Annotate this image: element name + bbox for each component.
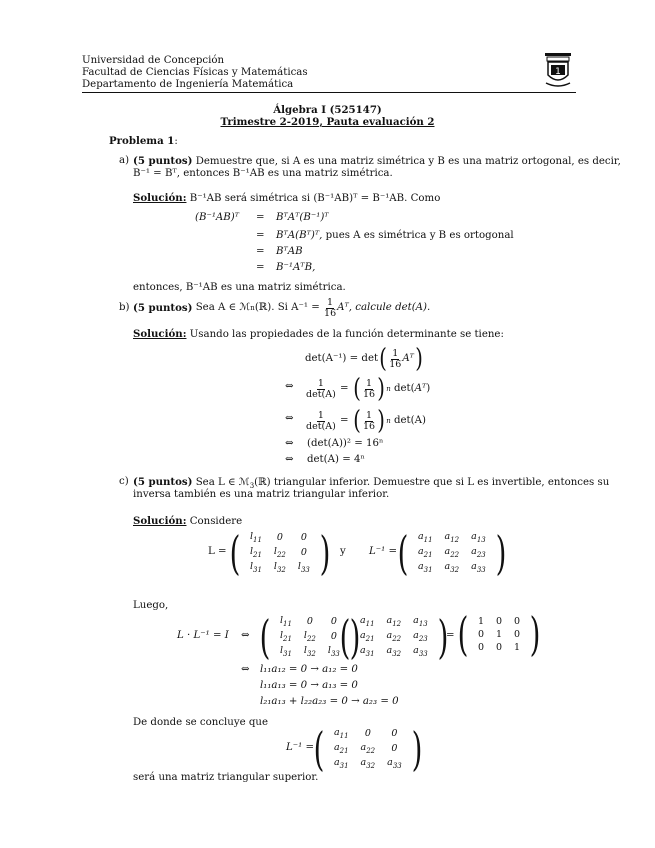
matrix-cell: 0	[306, 616, 313, 627]
matrix-cell: $l_{32}$	[273, 561, 286, 574]
matrix-cell: $a_{32}$	[386, 645, 402, 658]
matrix-cell: 0	[300, 547, 307, 558]
iff-symbol: ⇔	[285, 413, 294, 424]
matrix-cell: $l_{31}$	[279, 645, 292, 658]
part-a-statement-2: B⁻¹ = Bᵀ, entonces B⁻¹AB es una matriz simétrica.	[133, 168, 393, 179]
matrix-cell: $l_{32}$	[303, 645, 316, 658]
part-c-statement-2: inversa también es una matriz triangular inferior.	[133, 489, 390, 500]
equation-1: l₁₁a₁₂ = 0 → a₁₂ = 0	[260, 664, 358, 675]
matrix-cell: 0	[300, 532, 307, 543]
matrix-cell: $a_{23}$	[471, 546, 486, 559]
eq-sign: =	[256, 246, 265, 257]
Linv-equals: L⁻¹ =	[369, 546, 398, 557]
matrix-cell: 0	[330, 631, 337, 642]
and-word: y	[340, 546, 346, 557]
part-c-solution-intro: Solución: Considere	[133, 515, 243, 527]
matrix-cell: $l_{21}$	[279, 630, 292, 643]
matrix-cell: $l_{33}$	[327, 645, 340, 658]
matrix-cell: 1	[514, 641, 521, 653]
matrix-cell: $l_{22}$	[273, 546, 286, 559]
eq-sign: =	[256, 230, 265, 241]
matrix-cell: $l_{22}$	[303, 630, 316, 643]
matrix-cell: $a_{23}$	[413, 630, 428, 643]
matrix-A-product: ( $a_{11}$ $a_{12}$ $a_{13}$ $a_{21}$ $a_{22}$ $a_{23}$ $a_{31}$ $a_{32}$ $a_{33}$ )	[339, 609, 449, 664]
matrix-cell: $a_{33}$	[387, 757, 402, 770]
matrix-cell: 0	[477, 628, 484, 640]
part-b-statement: (5 puntos) Sea A ∈ ℳ n (ℝ). Si A⁻¹ = $\frac{1}{16}$ Aᵀ, calcule det(A).	[133, 296, 431, 319]
part-a-label: a)	[119, 155, 130, 166]
matrix-cell: $l_{21}$	[249, 546, 262, 559]
eq-sign: =	[446, 630, 455, 641]
matrix-cell: $a_{13}$	[413, 615, 428, 628]
matrix-cell: 0	[330, 616, 337, 627]
faculty-name: Facultad de Ciencias Físicas y Matemáticas	[82, 67, 308, 78]
matrix-cell: $a_{11}$	[333, 727, 349, 740]
matrix-cell: $a_{21}$	[359, 630, 375, 643]
matrix-cell: $a_{21}$	[417, 546, 433, 559]
matrix-cell: $a_{33}$	[413, 645, 428, 658]
part-a-solution-intro: Solución: B⁻¹AB será simétrica si (B⁻¹AB)ᵀ = B⁻¹AB. Como	[133, 192, 441, 204]
matrix-cell: $a_{22}$	[386, 630, 402, 643]
final-conclusion: será una matriz triangular superior.	[133, 772, 319, 783]
matrix-cell: $a_{32}$	[360, 757, 376, 770]
matrix-L: ( $l_{11}$ 0 0 $l_{21}$ $l_{22}$ 0 $l_{31}$ $l_{32}$ $l_{33}$ )	[229, 525, 331, 580]
part-a-step-1: BᵀAᵀ(B⁻¹)ᵀ	[276, 212, 329, 223]
university-seal-logo	[543, 51, 573, 89]
L-equals: L =	[208, 546, 227, 557]
svg-text:1: 1	[555, 67, 561, 77]
iff-symbol: ⇔	[241, 664, 250, 675]
matrix-cell: 0	[364, 728, 371, 739]
det-line-2: $\frac{1}{\det(A)}$ = ( $\frac{1}{16}$ ) n det( Aᵀ )	[306, 374, 431, 404]
course-title: Álgebra I (525147)	[273, 104, 382, 116]
department-name: Departamento de Ingeniería Matemática	[82, 79, 294, 90]
det-line-1: det(A⁻¹) = det ( $\frac{1}{16}$ Aᵀ )	[305, 344, 423, 374]
matrix-cell: 1	[477, 615, 484, 627]
eq-sign: =	[256, 262, 265, 273]
matrix-cell: 0	[496, 615, 503, 627]
part-a-lhs: (B⁻¹AB)ᵀ	[195, 212, 240, 223]
matrix-cell: 0	[514, 615, 521, 627]
problem-heading: Problema 1:	[109, 135, 178, 147]
matrix-cell: $a_{31}$	[417, 561, 433, 574]
part-b-solution-intro: Solución: Usando las propiedades de la función determinante se tiene:	[133, 328, 504, 340]
iff-symbol: ⇔	[285, 454, 294, 465]
matrix-L-product: ( $l_{11}$ 0 0 $l_{21}$ $l_{22}$ 0 $l_{31}$ $l_{32}$ $l_{33}$ )	[259, 609, 361, 664]
part-a-step-2: BᵀA(Bᵀ)ᵀ, pues A es simétrica y B es ortogonal	[276, 230, 514, 241]
equation-3: l₂₁a₁₃ + l₂₂a₂₃ = 0 → a₂₃ = 0	[260, 696, 399, 707]
part-a-step-3: BᵀAB	[276, 246, 303, 257]
matrix-cell: $a_{31}$	[359, 645, 375, 658]
matrix-cell: 0	[496, 641, 503, 653]
det-line-5: det(A) = 4ⁿ	[307, 454, 365, 465]
matrix-cell: $a_{12}$	[386, 615, 402, 628]
matrix-cell: 0	[276, 532, 283, 543]
eq-sign: =	[256, 212, 265, 223]
matrix-cell: $l_{11}$	[279, 615, 292, 628]
det-line-3: $\frac{1}{\det(A)}$ = ( $\frac{1}{16}$ ) n det(A)	[306, 406, 426, 436]
matrix-cell: $a_{11}$	[359, 615, 375, 628]
matrix-cell: 1	[496, 628, 503, 640]
luego-text: Luego,	[133, 600, 169, 611]
matrix-cell: $a_{21}$	[333, 742, 349, 755]
part-a-statement-1: (5 puntos) Demuestre que, si A es una matriz simétrica y B es una matriz ortogonal, es decir,	[133, 155, 621, 167]
iff-symbol: ⇔	[285, 381, 294, 392]
Linv-equals: L⁻¹ =	[286, 742, 315, 753]
matrix-cell: 0	[514, 628, 521, 640]
term-title: Trimestre 2-2019, Pauta evaluación 2	[220, 116, 435, 128]
part-c-statement-1: (5 puntos) Sea L ∈ ℳ$_3$(ℝ) triangular inferior. Demuestre que si L es invertible, entonces su	[133, 476, 610, 490]
part-b-label: b)	[119, 302, 130, 313]
equation-2: l₁₁a₁₃ = 0 → a₁₃ = 0	[260, 680, 358, 691]
matrix-identity: ( 1 0 0 0 1 0 0 0 1 )	[457, 607, 541, 661]
L-times-Linv: L · L⁻¹ = I	[177, 630, 229, 641]
matrix-cell: $a_{22}$	[444, 546, 460, 559]
det-line-4: (det(A))² = 16ⁿ	[307, 438, 384, 449]
matrix-cell: 0	[477, 641, 484, 653]
matrix-cell: $a_{32}$	[444, 561, 460, 574]
matrix-L-inverse-final: ( $a_{11}$ 0 0 $a_{21}$ $a_{22}$ 0 $a_{31}$ $a_{32}$ $a_{33}$ )	[313, 721, 423, 776]
de-donde-text: De donde se concluye que	[133, 717, 268, 728]
matrix-cell: 0	[391, 743, 398, 754]
matrix-cell: $l_{11}$	[249, 531, 262, 544]
university-name: Universidad de Concepción	[82, 55, 225, 66]
matrix-cell: 0	[391, 728, 398, 739]
matrix-cell: $l_{33}$	[297, 561, 310, 574]
part-a-step-4: B⁻¹AᵀB,	[276, 262, 316, 273]
iff-symbol: ⇔	[241, 630, 250, 641]
matrix-cell: $a_{22}$	[360, 742, 376, 755]
matrix-cell: $l_{31}$	[249, 561, 262, 574]
iff-symbol: ⇔	[285, 438, 294, 449]
part-c-label: c)	[119, 476, 129, 487]
matrix-cell: $a_{11}$	[417, 531, 433, 544]
matrix-cell: $a_{12}$	[444, 531, 460, 544]
part-a-conclusion: entonces, B⁻¹AB es una matriz simétrica.	[133, 282, 346, 293]
matrix-cell: $a_{33}$	[471, 561, 486, 574]
matrix-L-inverse: ( $a_{11}$ $a_{12}$ $a_{13}$ $a_{21}$ $a_{22}$ $a_{23}$ $a_{31}$ $a_{32}$ $a_{33}$ )	[397, 525, 507, 580]
header-rule	[82, 92, 576, 93]
matrix-cell: $a_{13}$	[471, 531, 486, 544]
matrix-cell: $a_{31}$	[333, 757, 349, 770]
